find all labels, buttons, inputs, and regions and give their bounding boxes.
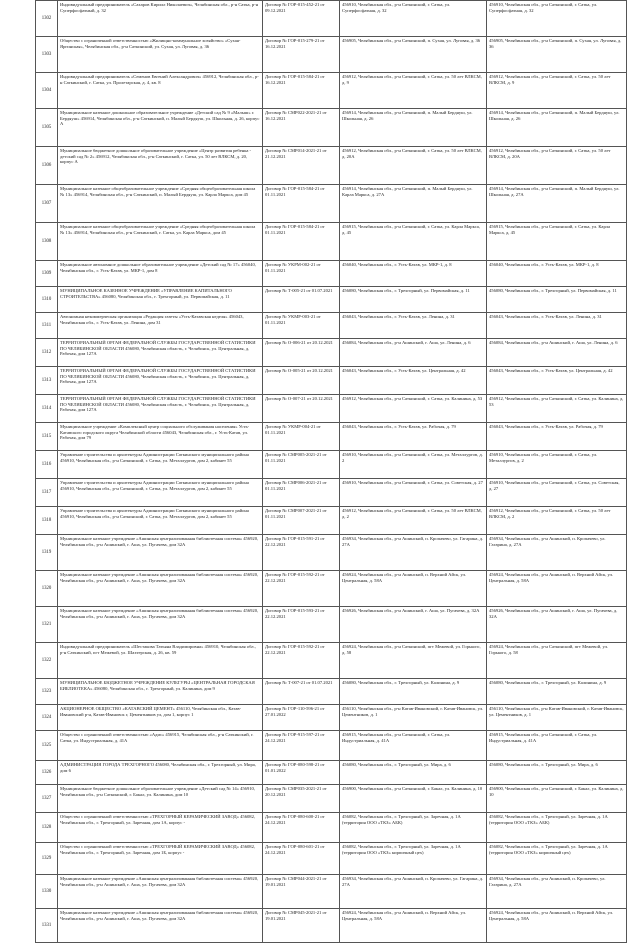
address-cell: 456043, Челябинская обл., г. Усть-Катав, ул. Рабочая, д. 79 [340,423,487,451]
table-row [36,37,627,73]
address-cell: 456915, Челябинская обл., р-н Саткинский, г. Сатка, ул. Индустриальная, д. 41А [340,731,487,761]
row-number-cell: 1316 [36,451,58,479]
organization-cell: Муниципальное казенное учреждение «Ашинская централизованная библиотечная система» 456920, Челябинская обл., р-н Ашинский, г. Аша, ул. Пугачева, дом 32А [58,875,263,909]
row-number-cell: 1309 [36,261,58,287]
contract-cell: Договор № ГОР-015-584-21 от 01.11.2021 [263,223,340,261]
organization-cell: Общество с ограниченной ответственностью «ТРЕХГОРНЫЙ КЕРАМИЧЕСКИЙ ЗАВОД» 456082, Челябинская обл., г. Трехгорный, ул. Заречная, дом 1Б, корпус - [58,843,263,875]
address-cell: 456914, Челябинская обл., р-н Саткинский, п. Малый Бердяуш, ул. Карла Маркса, д. 27А [340,185,487,223]
contract-cell: Договор № СМР045-2021-21 от 19.01.2021 [263,909,340,943]
organization-cell: Муниципальное учреждение «Комплексный центр социального обслуживания населения» Усть-Катавского городского округа Челябинской области 456043, Челябинская обл., г. Усть-Катав, ул. Рабочая, дом 79 [58,423,263,451]
row-number-cell: 1306 [36,147,58,185]
location-cell: 456926, Челябинская обл., р-н Ашинский, г. Аша, ул. Пугачева, д. 32А [487,607,627,643]
address-cell: 456043, Челябинская обл., г. Усть-Катав, ул. Центральная, д. 42 [340,367,487,395]
contract-cell: Договор № ГОР-915-597-21 от 24.12.2021 [263,731,340,761]
location-cell: 456080, Челябинская обл., г. Трехгорный, ул. Мира, д. 6 [487,761,627,785]
row-number-cell: 1303 [36,37,58,73]
location-cell: 456924, Челябинская обл., р-н Ашинский, п. Верхний Айск, ул. Центральная, д. 58А [487,909,627,943]
table-row [36,479,627,507]
address-cell: 456043, Челябинская обл., г. Усть-Катав, ул. Ленина, д. 31 [340,313,487,339]
organization-cell: МУНИЦИПАЛЬНОЕ БЮДЖЕТНОЕ УЧРЕЖДЕНИЕ КУЛЬТУРЫ «ЦЕНТРАЛЬНАЯ ГОРОДСКАЯ БИБЛИОТЕКА» 456080, Челябинская обл., г. Трехгорный, ул. Калинина, дом 9 [58,679,263,705]
contract-cell: Договор № ГОР-015-584-21 от 16.12.2021 [263,73,340,109]
registry-sheet [35,0,626,943]
organization-cell: Муниципальное казенное учреждение «Ашинская централизованная библиотечная система» 456920, Челябинская обл., р-н Ашинский, г. Аша, ул. Пугачева, дом 32А [58,607,263,643]
table-row [36,507,627,535]
location-cell: 456915, Челябинская обл., р-н Саткинский, г. Сатка, ул. Индустриальная, д. 41А [487,731,627,761]
organization-cell: Управление строительства и архитектуры Администрации Саткинского муниципального района 456910, Челябинская обл., р-н Саткинский, г. Сатка, ул. Металлургов, дом 2, кабинет 55 [58,451,263,479]
organization-cell: Управление строительства и архитектуры Администрации Саткинского муниципального района 456910, Челябинская обл., р-н Саткинский, г. Сатка, ул. Металлургов, дом 2, кабинет 55 [58,507,263,535]
location-cell: 456082, Челябинская обл., г. Трехгорный, ул. Заречная, д. 1А (территория ООО «ТКЗ» кирпичный цех) [487,843,627,875]
address-cell: 456905, Челябинская обл., р-н Саткинский, п. Сухая, ул. Луговая, д. 36 [340,37,487,73]
contract-cell: Договор № СМР022-2021-21 от 16.12.2021 [263,109,340,147]
contract-cell: Договор № СМР006-2021-21 от 01.11.2021 [263,479,340,507]
address-cell: 456912, Челябинская обл., р-н Саткинский, г. Сатка, ул. Калинина, д. 53 [340,395,487,423]
table-row [36,535,627,571]
contract-cell: Договор № СМР044-2021-21 от 19.01.2021 [263,875,340,909]
row-number-cell: 1329 [36,843,58,875]
row-number-cell: 1325 [36,731,58,761]
row-number-cell: 1307 [36,185,58,223]
organization-cell: ТЕРРИТОРИАЛЬНЫЙ ОРГАН ФЕДЕРАЛЬНОЙ СЛУЖБЫ ГОСУДАРСТВЕННОЙ СТАТИСТИКИ ПО ЧЕЛЯБИНСКОЙ ОБЛАСТИ 456080, Челябинская область, г. Челябинск, ул. Центральная, д. Рабочая, дом 127А [58,339,263,367]
contract-cell: Договор № О-005-21 от 20.12.2021 [263,367,340,395]
table-row [36,643,627,679]
contract-cell: Договор № СМР007-2021-21 от 01.11.2021 [263,507,340,535]
row-number-cell: 1331 [36,909,58,943]
contract-cell: Договор № УКРМ-002-21 от 01.11.2021 [263,261,340,287]
address-cell: 456924, Челябинская обл., р-н Ашинский, п. Верхний Айск, ул. Центральная, д. 58А [340,571,487,607]
location-cell: 456080, Челябинская обл., г. Трехгорный, ул. Калинина, д. 9 [487,679,627,705]
location-cell: 456934, Челябинская обл., р-н Ашинский, п. Кропачево, ул. Гагарина, д. 27А [487,875,627,909]
table-row [36,223,627,261]
address-cell: 456914, Челябинская обл., р-н Саткинский, п. Малый Бердяуш, ул. Школьная, д. 26 [340,109,487,147]
row-number-cell: 1313 [36,367,58,395]
location-cell: 456924, Челябинская обл., р-н Саткинский, пгт Межевой, ул. Горького, д. 58 [487,643,627,679]
contract-cell: Договор № СМР005-2021-21 от 01.11.2021 [263,451,340,479]
location-cell: 456924, Челябинская обл., р-н Ашинский, п. Верхний Айск, ул. Центральная, д. 58А [487,571,627,607]
table-row [36,785,627,813]
location-cell: 456912, Челябинская обл., р-н Саткинский, г. Сатка, ул. Калинина, д. 53 [487,395,627,423]
organization-cell: Муниципальное казенное общеобразовательное учреждение «Средняя общеобразовательная школа № 13» 456914, Челябинская обл., р-н Саткинский, п. Малый Бердяуш, ул. Карла Маркса, дом 45 [58,185,263,223]
row-number-cell: 1327 [36,785,58,813]
organization-cell: Общество с ограниченной ответственностью «ТРЕХГОРНЫЙ КЕРАМИЧЕСКИЙ ЗАВОД» 456082, Челябинская обл., г. Трехгорный, ул. Заречная, дом 1А, корпус - [58,813,263,843]
organization-cell: МУНИЦИПАЛЬНОЕ КАЗЕННОЕ УЧРЕЖДЕНИЕ «УПРАВЛЕНИЕ КАПИТАЛЬНОГО СТРОИТЕЛЬСТВА» 456080, Челябинская обл., г. Трехгорный, ул. Первомайская, д. 11 [58,287,263,313]
address-cell: 456912, Челябинская обл., р-н Саткинский, г. Сатка, ул. 50 лет ВЛКСМ, д. 20А [340,147,487,185]
row-number-cell: 1302 [36,1,58,37]
contract-cell: Договор № УКМР-003-21 от 01.11.2021 [263,313,340,339]
organization-cell: Муниципальное казенное дошкольное образовательное учреждение «Детский сад № 9 «Малыш» г. Бердяуш» 456914, Челябинская обл., р-н Саткинский, п. Малый Бердяуш, ул. Школьная, д. 26, корпус А [58,109,263,147]
registry-table-body [36,1,627,943]
location-cell: 456084, Челябинская обл., р-н Ашинский, г. Аша, ул. Ленина, д. 6 [487,339,627,367]
organization-cell: Управление строительства и архитектуры Администрации Саткинского муниципального района 456910, Челябинская обл., р-н Саткинский, г. Сатка, ул. Металлургов, дом 2, кабинет 55 [58,479,263,507]
table-row [36,313,627,339]
table-row [36,679,627,705]
table-row [36,423,627,451]
organization-cell: Общество с ограниченной ответственностью «Жилищно-коммунальное хозяйство» «Сухая-Яргинская», Челябинская обл., р-н Саткинский, ул. Сухая, ул. Луговая, д. 36 [58,37,263,73]
contract-cell: Договор № ГОР-080-600-21 от 24.12.2021 [263,813,340,843]
address-cell: 456924, Челябинская обл., р-н Саткинский, пгт Межевой, ул. Горького, д. 58 [340,643,487,679]
contract-cell: Договор № ГОР-015-279-21 от 16.12.2021 [263,37,340,73]
row-number-cell: 1322 [36,643,58,679]
row-number-cell: 1328 [36,813,58,843]
table-row [36,451,627,479]
address-cell: 456900, Челябинская обл., р-н Саткинский, г. Бакал, ул. Калинина, д. 10 [340,785,487,813]
organization-cell: Муниципальное казенное учреждение «Ашинская централизованная библиотечная система» 456920, Челябинская обл., р-н Ашинский, г. Аша, ул. Пугачева, дом 32А [58,535,263,571]
location-cell: 456900, Челябинская обл., р-н Саткинский, г. Бакал, ул. Калинина, д. 10 [487,785,627,813]
row-number-cell: 1308 [36,223,58,261]
table-row [36,73,627,109]
contract-cell: Договор № ГОР-015-591-21 от 22.12.2021 [263,535,340,571]
organization-cell: Индивидуальный предприниматель «Семенов Евгений Александрович» 456912, Челябинская обл., р-н Саткинский, г. Сатка, ул. Пролетарская, д. 4, кв. 8 [58,73,263,109]
table-row [36,571,627,607]
organization-cell: Муниципальное казенное учреждение «Ашинская централизованная библиотечная система» 456920, Челябинская обл., р-н Ашинский, г. Аша, ул. Пугачева, дом 32А [58,571,263,607]
table-row [36,339,627,367]
table-row [36,185,627,223]
contract-cell: Договор № СМР035-2021-21 от 20.12.2021 [263,785,340,813]
location-cell: 456080, Челябинская обл., г. Трехгорный, ул. Первомайская, д. 11 [487,287,627,313]
address-cell: 456910, Челябинская обл., р-н Саткинский, г. Сатка, ул. Суперфосфатная, д. 32 [340,1,487,37]
address-cell: 456082, Челябинская обл., г. Трехгорный, ул. Заречная, д. 1А (территория ООО «ТКЗ» АБК) [340,813,487,843]
organization-cell: Муниципальное бюджетное дошкольное образовательное учреждение «Детский сад № 14» 456910, Челябинская обл., р-н Саткинский, г. Бакал, ул. Калинина, дом 10 [58,785,263,813]
table-row [36,367,627,395]
table-row [36,875,627,909]
location-cell: 456043, Челябинская обл., г. Усть-Катав, ул. Рабочая, д. 79 [487,423,627,451]
organization-cell: АДМИНИСТРАЦИЯ ГОРОДА ТРЕХГОРНОГО 456080, Челябинская обл., г. Трехгорный, ул. Мира, дом 6 [58,761,263,785]
row-number-cell: 1312 [36,339,58,367]
row-number-cell: 1318 [36,507,58,535]
contract-cell: Договор № Т-005-21 от 01.07.2021 [263,287,340,313]
row-number-cell: 1311 [36,313,58,339]
location-cell: 456914, Челябинская обл., р-н Саткинский, п. Малый Бердяуш, ул. Школьная, д. 27А [487,185,627,223]
location-cell: 456914, Челябинская обл., р-н Саткинский, п. Малый Бердяуш, ул. Школьная, д. 26 [487,109,627,147]
contract-cell: Договор № УКМР-004-21 от 01.11.2021 [263,423,340,451]
contract-cell: Договор № ГОР-015-584-21 от 01.11.2021 [263,185,340,223]
address-cell: 456082, Челябинская обл., г. Трехгорный, ул. Заречная, д. 1А (территория ООО «ТКЗ» кирпичный цех) [340,843,487,875]
row-number-cell: 1330 [36,875,58,909]
row-number-cell: 1315 [36,423,58,451]
address-cell: 456934, Челябинская обл., р-н Ашинский, п. Кропачево, ул. Гагарина, д. 27А [340,875,487,909]
row-number-cell: 1314 [36,395,58,423]
organization-cell: Общество с ограниченной ответственностью «Адис» 456915, Челябинская обл., р-н Саткинский, г. Сатка, ул. Индустриальная, д. 41А [58,731,263,761]
address-cell: 456080, Челябинская обл., г. Трехгорный, ул. Первомайская, д. 11 [340,287,487,313]
location-cell: 456910, Челябинская обл., р-н Саткинский, г. Сатка, ул. Суперфосфатная, д. 32 [487,1,627,37]
address-cell: 456910, Челябинская обл., р-н Саткинский, г. Сатка, ул. Металлургов, д. 2 [340,451,487,479]
row-number-cell: 1317 [36,479,58,507]
organization-cell: Индивидуальный предприниматель «Сахаров Кирилл Николаевич», Челябинская обл., р-н Сатка, р-н Суперфосфатный, д. 32 [58,1,263,37]
address-cell: 456040, Челябинская обл., г. Усть-Катав, ул. МКР-1, д. 8 [340,261,487,287]
table-row [36,1,627,37]
table-row [36,395,627,423]
location-cell: 456082, Челябинская обл., г. Трехгорный, ул. Заречная, д. 1А (территория ООО «ТКЗ» АБК) [487,813,627,843]
table-row [36,761,627,785]
row-number-cell: 1323 [36,679,58,705]
registry-table [35,0,627,943]
location-cell: 456912, Челябинская обл., р-н Саткинский, г. Сатка, ул. 50 лет ВЛКСМ, д. 20А [487,147,627,185]
organization-cell: Муниципальное казенное учреждение «Ашинская централизованная библиотечная система» 456920, Челябинская обл., р-н Ашинский, г. Аша, ул. Пугачева, дом 32А [58,909,263,943]
organization-cell: Муниципальное казенное общеобразовательное учреждение «Средняя общеобразовательная школа № 13» 456914, Челябинская обл., р-н Саткинский, г. Сатка, ул. Карла Маркса, дом 45 [58,223,263,261]
contract-cell: Договор № ГОР-110-596-21 от 27.01.2022 [263,705,340,731]
address-cell: 456910, Челябинская обл., р-н Саткинский, г. Сатка, ул. Советская, д. 27 [340,479,487,507]
table-row [36,813,627,843]
organization-cell: Индивидуальный предприниматель «Шестакова Татьяна Владимировна» 456910, Челябинская обл., р-н Саткинский, пгт Межевой, ул. Шахтерская, д. 26, кв. 59 [58,643,263,679]
location-cell: 456934, Челябинская обл., р-н Ашинский, п. Кропачево, ул. Гагарина, д. 27А [487,535,627,571]
location-cell: 456910, Челябинская обл., р-н Саткинский, г. Сатка, ул. Советская, д. 27 [487,479,627,507]
contract-cell: Договор № ГОР-015-592-21 от 22.12.2021 [263,643,340,679]
table-row [36,843,627,875]
contract-cell: Договор № ГОР-015-452-21 от 09.12.2021 [263,1,340,37]
location-cell: 456905, Челябинская обл., р-н Саткинский, п. Сухая, ул. Луговая, д. 36 [487,37,627,73]
contract-cell: Договор № О-007-21 от 20.12.2021 [263,395,340,423]
location-cell: 456915, Челябинская обл., р-н Саткинский, г. Сатка, ул. Карла Маркса, д. 45 [487,223,627,261]
row-number-cell: 1310 [36,287,58,313]
location-cell: 456043, Челябинская обл., г. Усть-Катав, ул. Ленина, д. 31 [487,313,627,339]
location-cell: 456910, Челябинская обл., р-н Саткинский, г. Сатка, ул. Металлургов, д. 2 [487,451,627,479]
row-number-cell: 1321 [36,607,58,643]
organization-cell: ТЕРРИТОРИАЛЬНЫЙ ОРГАН ФЕДЕРАЛЬНОЙ СЛУЖБЫ ГОСУДАРСТВЕННОЙ СТАТИСТИКИ ПО ЧЕЛЯБИНСКОЙ ОБЛАСТИ 456080, Челябинская область, г. Челябинск, ул. Центральная, д. Рабочая, дом 127А [58,395,263,423]
organization-cell: Муниципальное автономное дошкольное образовательное учреждение «Детский сад № 17» 456040, Челябинская обл., г. Усть-Катав, ул. МКР-1, дом 8 [58,261,263,287]
location-cell: 456912, Челябинская обл., р-н Саткинский, г. Сатка, ул. 50 лет ВЛКСМ, д. 2 [487,507,627,535]
address-cell: 456084, Челябинская обл., р-н Ашинский, г. Аша, ул. Ленина, д. 6 [340,339,487,367]
contract-cell: Договор № СМР014-2021-21 от 21.12.2021 [263,147,340,185]
table-row [36,109,627,147]
contract-cell: Договор № Т-007-21 от 01.07.2021 [263,679,340,705]
row-number-cell: 1326 [36,761,58,785]
contract-cell: Договор № ГОР-015-593-21 от 22.12.2021 [263,607,340,643]
organization-cell: ТЕРРИТОРИАЛЬНЫЙ ОРГАН ФЕДЕРАЛЬНОЙ СЛУЖБЫ ГОСУДАРСТВЕННОЙ СТАТИСТИКИ ПО ЧЕЛЯБИНСКОЙ ОБЛАСТИ 456080, Челябинская область, г. Челябинск, ул. Центральная, д. Рабочая, дом 127А [58,367,263,395]
table-row [36,261,627,287]
address-cell: 456110, Челябинская обл., р-н Катав-Ивановский, г. Катав-Ивановск, ул. Цементников, д. 1 [340,705,487,731]
address-cell: 456926, Челябинская обл., р-н Ашинский, г. Аша, ул. Пугачева, д. 32А [340,607,487,643]
address-cell: 456912, Челябинская обл., р-н Саткинский, г. Сатка, ул. 50 лет ВЛКСМ, д. 9 [340,73,487,109]
row-number-cell: 1305 [36,109,58,147]
contract-cell: Договор № О-006-21 от 20.12.2021 [263,339,340,367]
table-row [36,909,627,943]
address-cell: 456924, Челябинская обл., р-н Ашинский, п. Верхний Айск, ул. Центральная, д. 58А [340,909,487,943]
table-row [36,705,627,731]
address-cell: 456934, Челябинская обл., р-н Ашинский, п. Кропачево, ул. Гагарина, д. 27А [340,535,487,571]
address-cell: 456080, Челябинская обл., г. Трехгорный, ул. Мира, д. 6 [340,761,487,785]
location-cell: 456110, Челябинская обл., р-н Катав-Ивановский, г. Катав-Ивановск, ул. Цементников, д. 1 [487,705,627,731]
address-cell: 456080, Челябинская обл., г. Трехгорный, ул. Калинина, д. 9 [340,679,487,705]
location-cell: 456043, Челябинская обл., г. Усть-Катав, ул. Центральная, д. 42 [487,367,627,395]
row-number-cell: 1320 [36,571,58,607]
row-number-cell: 1319 [36,535,58,571]
table-row [36,607,627,643]
contract-cell: Договор № ГОР-015-592-21 от 22.12.2021 [263,571,340,607]
contract-cell: Договор № ГОР-080-598-21 от 01.01.2022 [263,761,340,785]
table-row [36,731,627,761]
row-number-cell: 1304 [36,73,58,109]
row-number-cell: 1324 [36,705,58,731]
table-row [36,287,627,313]
location-cell: 456040, Челябинская обл., г. Усть-Катав, ул. МКР-1, д. 8 [487,261,627,287]
contract-cell: Договор № ГОР-080-601-21 от 24.12.2021 [263,843,340,875]
address-cell: 456915, Челябинская обл., р-н Саткинский, г. Сатка, ул. Карла Маркса, д. 45 [340,223,487,261]
location-cell: 456912, Челябинская обл., р-н Саткинский, г. Сатка, ул. 50 лет ВЛКСМ, д. 9 [487,73,627,109]
organization-cell: Автономная некоммерческая организация «Редакция газеты «Усть-Катавская неделя» 456043, Челябинская обл., г. Усть-Катав, ул. Ленина, дом 31 [58,313,263,339]
address-cell: 456912, Челябинская обл., р-н Саткинский, г. Сатка, ул. 50 лет ВЛКСМ, д. 2 [340,507,487,535]
organization-cell: Муниципальное бюджетное дошкольное образовательное учреждение «Центр развития ребенка - детский сад № 2» 456912, Челябинская обл., р-н Саткинский, г. Сатка, ул. 50 лет ВЛКСМ, д. 20, корпус А [58,147,263,185]
table-row [36,147,627,185]
organization-cell: АКЦИОНЕРНОЕ ОБЩЕСТВО «КАТАВСКИЙ ЦЕМЕНТ» 456110, Челябинская обл., Катав-Ивановский р-н, Катав-Ивановск г, Цементников ул, дом 1, корпус 1 [58,705,263,731]
